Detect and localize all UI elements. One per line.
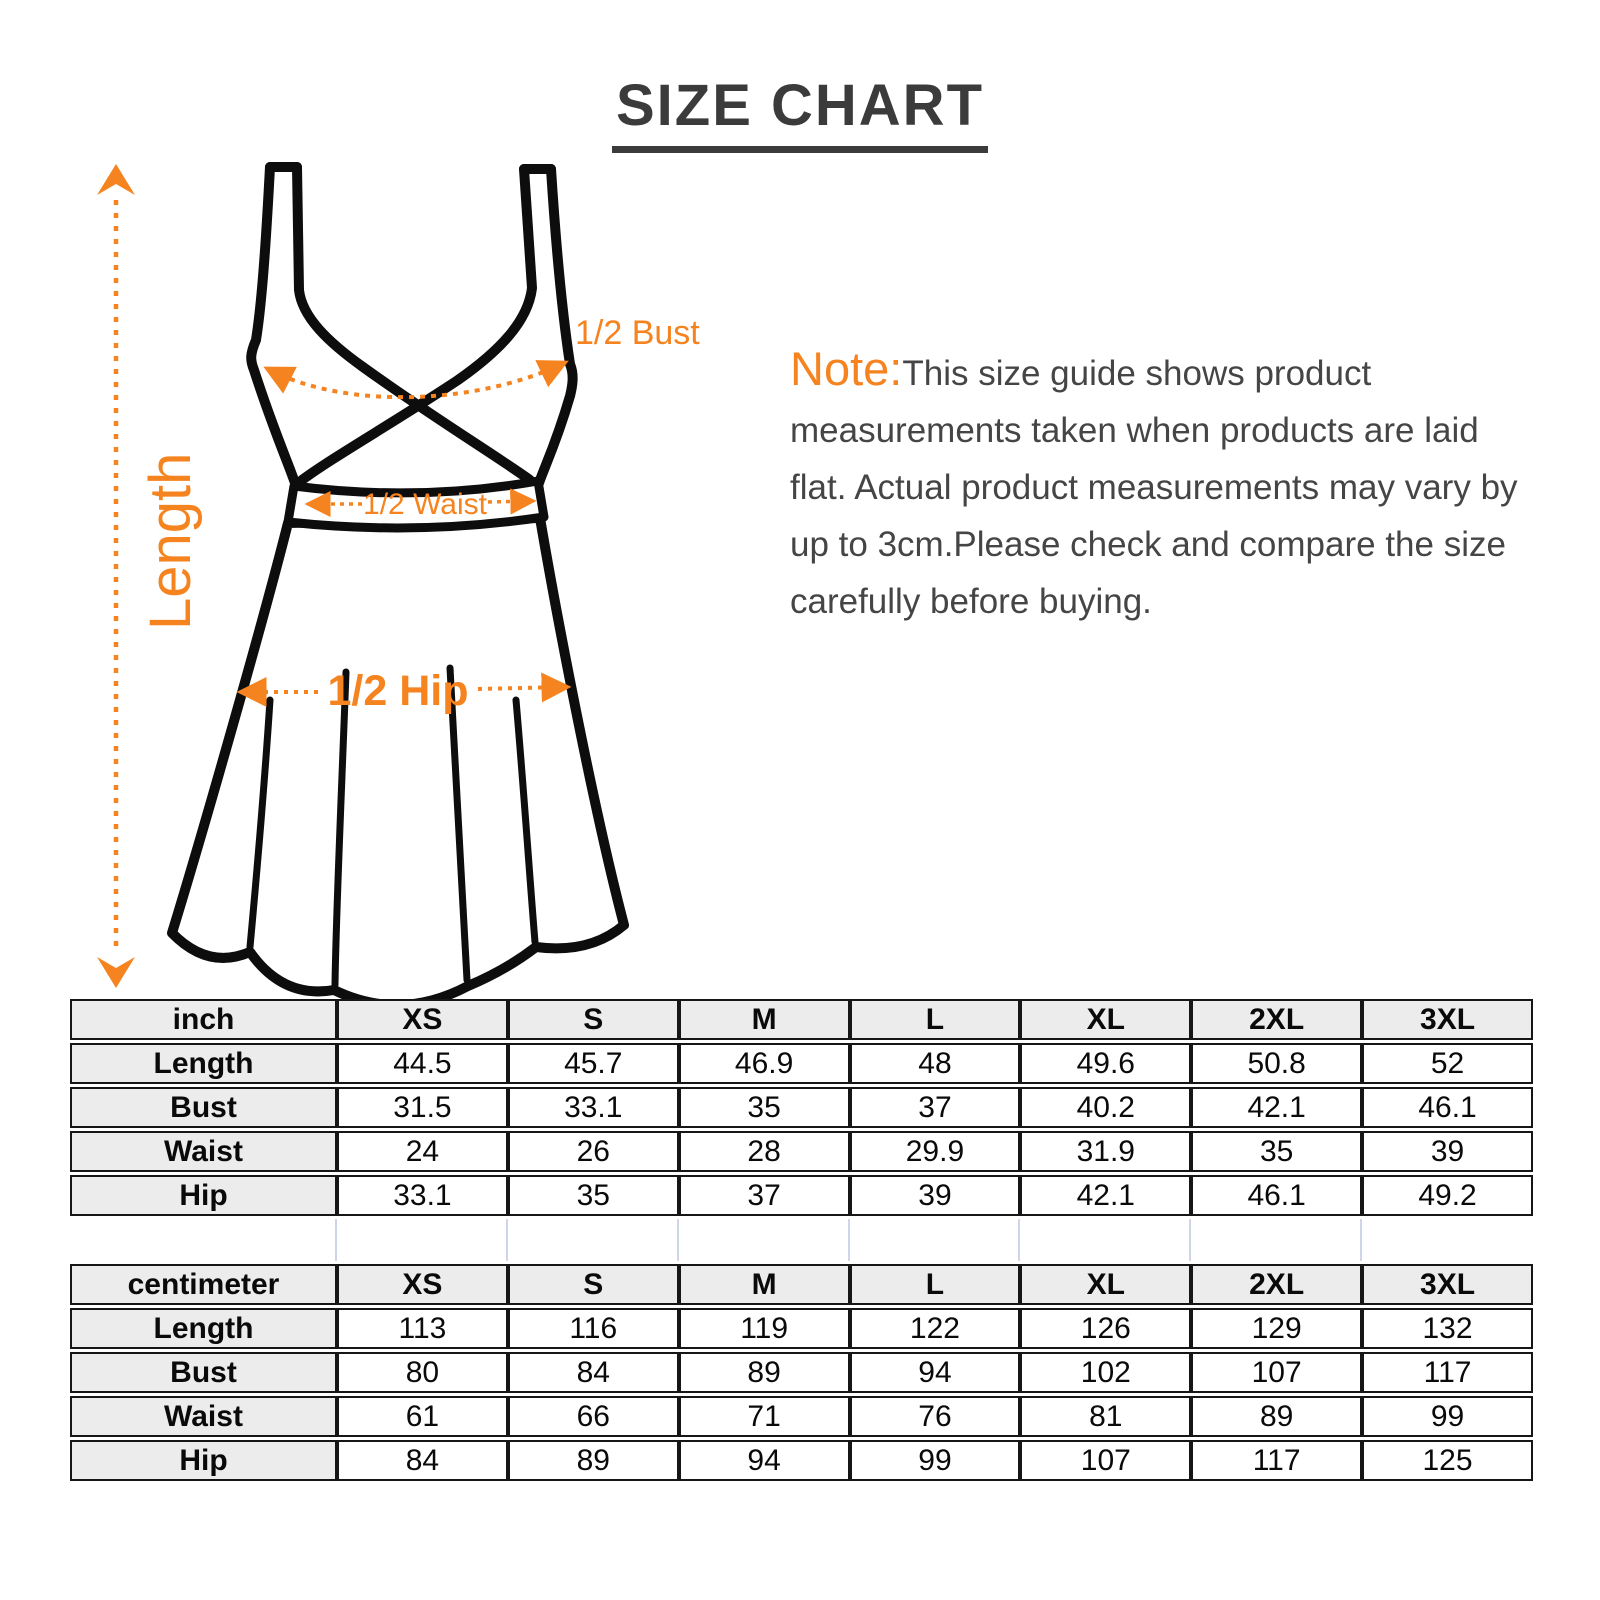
size-col-header: S (508, 1264, 679, 1305)
unit-header-cell: inch (70, 999, 337, 1040)
measurement-value-cell: 35 (508, 1175, 679, 1216)
measurement-value-cell: 42.1 (1191, 1087, 1362, 1128)
measurement-value-cell: 52 (1362, 1043, 1533, 1084)
measurement-row-label: Length (70, 1043, 337, 1084)
table-gap-divider (70, 1219, 1533, 1261)
measurement-row-label: Hip (70, 1175, 337, 1216)
measurement-value-cell: 48 (850, 1043, 1021, 1084)
size-col-header: S (508, 999, 679, 1040)
measurement-value-cell: 49.2 (1362, 1175, 1533, 1216)
gap-cell (337, 1219, 508, 1261)
measurement-value-cell: 40.2 (1020, 1087, 1191, 1128)
size-table-centimeter (70, 1261, 1533, 1484)
measurement-value-cell: 37 (679, 1175, 850, 1216)
measurement-value-cell: 37 (850, 1087, 1021, 1128)
measurement-row-label: Waist (70, 1396, 337, 1437)
note-paragraph (790, 340, 1535, 630)
measurement-row-label: Length (70, 1308, 337, 1349)
measurement-value-cell: 126 (1020, 1308, 1191, 1349)
measurement-value-cell: 102 (1020, 1352, 1191, 1393)
measurement-value-cell: 89 (679, 1352, 850, 1393)
note-text: This size guide shows product measurements taken when products are laid flat. Actual product measurements may vary by up to 3cm.Please check and compare the size carefully before buying. (790, 354, 1518, 621)
gap-cell (850, 1219, 1021, 1261)
measurement-value-cell: 33.1 (337, 1175, 508, 1216)
measurement-row-label: Bust (70, 1352, 337, 1393)
gap-cell (1020, 1219, 1191, 1261)
table-row (70, 1043, 1533, 1084)
measurement-value-cell: 29.9 (850, 1131, 1021, 1172)
size-col-header: 3XL (1362, 999, 1533, 1040)
table-row (70, 1440, 1533, 1481)
length-label: Length (138, 452, 203, 630)
waist-label: 1/2 Waist (363, 488, 487, 521)
measurement-row-label: Bust (70, 1087, 337, 1128)
measurement-value-cell: 39 (850, 1175, 1021, 1216)
measurement-value-cell: 132 (1362, 1308, 1533, 1349)
measurement-value-cell: 46.1 (1362, 1087, 1533, 1128)
measurement-value-cell: 33.1 (508, 1087, 679, 1128)
measurement-value-cell: 66 (508, 1396, 679, 1437)
measurement-value-cell: 94 (679, 1440, 850, 1481)
size-col-header: 3XL (1362, 1264, 1533, 1305)
arrow-down-icon (97, 957, 135, 988)
size-col-header: 2XL (1191, 1264, 1362, 1305)
size-col-header: XS (337, 1264, 508, 1305)
dress-measurement-diagram (78, 152, 728, 1017)
measurement-value-cell: 76 (850, 1396, 1021, 1437)
page-title: SIZE CHART (612, 72, 988, 153)
measurement-value-cell: 44.5 (337, 1043, 508, 1084)
gap-cell (679, 1219, 850, 1261)
length-arrow (97, 164, 135, 988)
measurement-value-cell: 125 (1362, 1440, 1533, 1481)
size-col-header: M (679, 999, 850, 1040)
measurement-value-cell: 42.1 (1020, 1175, 1191, 1216)
measurement-value-cell: 81 (1020, 1396, 1191, 1437)
gap-cell (1362, 1219, 1533, 1261)
measurement-row-label: Hip (70, 1440, 337, 1481)
note-label: Note: (790, 342, 903, 395)
bust-arrow (270, 364, 562, 397)
table-row (70, 1131, 1533, 1172)
unit-header-cell: centimeter (70, 1264, 337, 1305)
measurement-value-cell: 117 (1191, 1440, 1362, 1481)
measurement-value-cell: 122 (850, 1308, 1021, 1349)
measurement-row-label: Waist (70, 1131, 337, 1172)
dress-skirt-outline (172, 518, 624, 1005)
measurement-value-cell: 49.6 (1020, 1043, 1191, 1084)
table-row (70, 1308, 1533, 1349)
measurement-value-cell: 46.1 (1191, 1175, 1362, 1216)
measurement-value-cell: 26 (508, 1131, 679, 1172)
arrow-up-icon (97, 164, 135, 195)
size-table-inch (70, 996, 1533, 1219)
size-col-header: L (850, 1264, 1021, 1305)
measurement-value-cell: 28 (679, 1131, 850, 1172)
table-row (70, 1352, 1533, 1393)
measurement-value-cell: 89 (1191, 1396, 1362, 1437)
measurement-value-cell: 116 (508, 1308, 679, 1349)
measurement-value-cell: 45.7 (508, 1043, 679, 1084)
size-col-header: XL (1020, 999, 1191, 1040)
measurement-value-cell: 99 (850, 1440, 1021, 1481)
measurement-value-cell: 84 (508, 1352, 679, 1393)
table-row (70, 1175, 1533, 1216)
measurement-value-cell: 50.8 (1191, 1043, 1362, 1084)
measurement-value-cell: 39 (1362, 1131, 1533, 1172)
measurement-value-cell: 107 (1191, 1352, 1362, 1393)
measurement-value-cell: 94 (850, 1352, 1021, 1393)
measurement-value-cell: 35 (679, 1087, 850, 1128)
measurement-value-cell: 107 (1020, 1440, 1191, 1481)
gap-cell (70, 1219, 337, 1261)
size-col-header: M (679, 1264, 850, 1305)
measurement-value-cell: 99 (1362, 1396, 1533, 1437)
size-table-header-row (70, 999, 1533, 1040)
measurement-value-cell: 31.5 (337, 1087, 508, 1128)
dress-bodice-outline (251, 167, 572, 486)
size-col-header: XL (1020, 1264, 1191, 1305)
size-col-header: L (850, 999, 1021, 1040)
measurement-value-cell: 24 (337, 1131, 508, 1172)
measurement-value-cell: 117 (1362, 1352, 1533, 1393)
measurement-value-cell: 119 (679, 1308, 850, 1349)
bust-label: 1/2 Bust (575, 314, 700, 352)
table-row (70, 1087, 1533, 1128)
measurement-value-cell: 89 (508, 1440, 679, 1481)
gap-cell (508, 1219, 679, 1261)
measurement-value-cell: 35 (1191, 1131, 1362, 1172)
size-table-header-row (70, 1264, 1533, 1305)
measurement-value-cell: 71 (679, 1396, 850, 1437)
size-col-header: XS (337, 999, 508, 1040)
measurement-value-cell: 31.9 (1020, 1131, 1191, 1172)
measurement-value-cell: 84 (337, 1440, 508, 1481)
hip-label: 1/2 Hip (327, 667, 469, 715)
gap-cell (1191, 1219, 1362, 1261)
measurement-value-cell: 46.9 (679, 1043, 850, 1084)
title-area (0, 72, 1600, 153)
measurement-value-cell: 61 (337, 1396, 508, 1437)
measurement-value-cell: 129 (1191, 1308, 1362, 1349)
size-col-header: 2XL (1191, 999, 1362, 1040)
table-row (70, 1396, 1533, 1437)
measurement-value-cell: 80 (337, 1352, 508, 1393)
measurement-value-cell: 113 (337, 1308, 508, 1349)
